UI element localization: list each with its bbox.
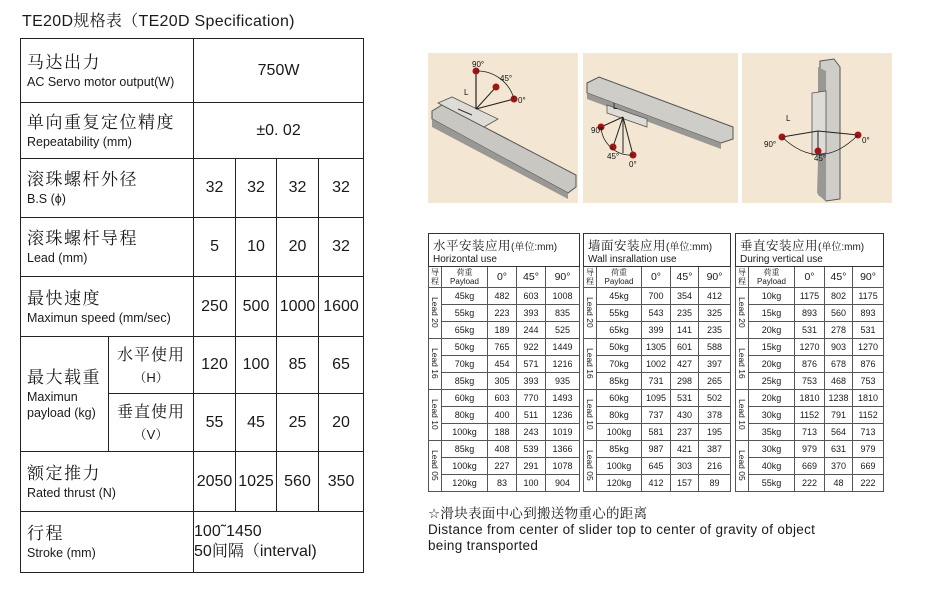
lead-value: 5 xyxy=(194,218,236,277)
w-length-label: L xyxy=(613,102,618,111)
distance-cell: 531 xyxy=(795,322,825,339)
distance-cell: 987 xyxy=(642,441,671,458)
w-angle-90: 90° xyxy=(591,126,604,135)
distance-cell: 1270 xyxy=(795,339,825,356)
distance-cell: 400 xyxy=(488,407,517,424)
angle-column-header: 90° xyxy=(853,267,884,288)
distance-cell: 543 xyxy=(642,305,671,322)
payload-cell: 40kg xyxy=(749,458,795,475)
distance-cell: 397 xyxy=(699,356,731,373)
distance-cell: 1152 xyxy=(853,407,884,424)
speed-label: 最快速度 Maximun speed (mm/sec) xyxy=(21,277,194,337)
payload-cell: 55kg xyxy=(442,305,488,322)
table-row xyxy=(584,475,731,492)
horizontal-mount-svg xyxy=(428,53,578,203)
payload-horizontal-value: 65 xyxy=(319,337,364,394)
table-row xyxy=(429,356,580,373)
stroke-label: 行程 Stroke (mm) xyxy=(21,512,194,573)
payload-horizontal-value: 120 xyxy=(194,337,236,394)
table-row xyxy=(584,288,731,305)
table-row xyxy=(736,424,884,441)
payload-cell: 80kg xyxy=(442,407,488,424)
distance-cell: 482 xyxy=(488,288,517,305)
distance-cell: 393 xyxy=(517,305,546,322)
distance-cell: 876 xyxy=(853,356,884,373)
payload-column-header: 荷重 Payload xyxy=(442,267,488,288)
distance-cell: 235 xyxy=(671,305,699,322)
distance-cell: 223 xyxy=(488,305,517,322)
payload-cell: 50kg xyxy=(597,339,642,356)
distance-cell: 603 xyxy=(517,288,546,305)
distance-cell: 753 xyxy=(795,373,825,390)
payload-vertical-value: 45 xyxy=(236,394,277,452)
lead-group-label: Lead 20 xyxy=(584,288,597,339)
payload-cell: 45kg xyxy=(442,288,488,305)
distance-cell: 216 xyxy=(699,458,731,475)
lead-group-label: Lead 05 xyxy=(584,441,597,492)
table-row xyxy=(429,458,580,475)
table-row xyxy=(429,305,580,322)
lead-group-label: Lead 05 xyxy=(429,441,442,492)
table-row xyxy=(584,424,731,441)
distance-cell: 753 xyxy=(853,373,884,390)
ballscrew-value: 32 xyxy=(236,159,277,218)
spec-row-repeatability xyxy=(21,103,364,159)
table-row xyxy=(429,424,580,441)
payload-cell: 20kg xyxy=(749,356,795,373)
speed-value: 250 xyxy=(194,277,236,337)
payload-cell: 20kg xyxy=(749,322,795,339)
table-row xyxy=(429,373,580,390)
table-row xyxy=(736,407,884,424)
distance-cell: 1216 xyxy=(546,356,580,373)
distance-cell: 765 xyxy=(488,339,517,356)
payload-cell: 55kg xyxy=(749,475,795,492)
spec-row-speed xyxy=(21,277,364,337)
distance-cell: 893 xyxy=(795,305,825,322)
distance-cell: 1238 xyxy=(825,390,853,407)
stroke-value: 100˜1450 50间隔（interval) xyxy=(194,512,364,573)
table-row xyxy=(584,390,731,407)
payload-horizontal-value: 100 xyxy=(236,337,277,394)
lead-group-label: Lead 16 xyxy=(584,339,597,390)
table-row xyxy=(429,322,580,339)
table-row xyxy=(584,458,731,475)
distance-cell: 1449 xyxy=(546,339,580,356)
payload-cell: 35kg xyxy=(749,424,795,441)
payload-column-header: 荷重 Payload xyxy=(749,267,795,288)
gravity-note: ☆滑块表面中心到搬送物重心的距离 Distance from center of slider top to center of gravity of object being transported xyxy=(428,506,816,553)
h-angle-0: 0° xyxy=(518,96,526,105)
page-title: TE20D规格表（TE20D Specification) xyxy=(22,13,295,30)
distance-cell: 378 xyxy=(699,407,731,424)
distance-cell: 737 xyxy=(642,407,671,424)
distance-cell: 935 xyxy=(546,373,580,390)
table-row xyxy=(736,373,884,390)
thrust-value: 2050 xyxy=(194,452,236,512)
load-table-title: 墙面安装应用(单位:mm) Wall insrallation use xyxy=(584,234,731,267)
distance-cell: 603 xyxy=(488,390,517,407)
distance-cell: 291 xyxy=(517,458,546,475)
spec-row-stroke xyxy=(21,512,364,573)
distance-cell: 922 xyxy=(517,339,546,356)
payload-label: 最大载重 Maximun payload (kg) xyxy=(21,337,109,452)
payload-cell: 85kg xyxy=(597,441,642,458)
distance-cell: 531 xyxy=(853,322,884,339)
table-row xyxy=(736,390,884,407)
payload-cell: 25kg xyxy=(749,373,795,390)
lead-label: 滚珠螺杆导程 Lead (mm) xyxy=(21,218,194,277)
distance-cell: 430 xyxy=(671,407,699,424)
load-table-header xyxy=(736,234,884,267)
distance-cell: 243 xyxy=(517,424,546,441)
distance-cell: 222 xyxy=(795,475,825,492)
distance-cell: 531 xyxy=(671,390,699,407)
distance-cell: 713 xyxy=(853,424,884,441)
load-table-header xyxy=(584,234,731,267)
v-angle-0: 0° xyxy=(862,136,870,145)
table-row xyxy=(429,475,580,492)
payload-cell: 30kg xyxy=(749,407,795,424)
payload-cell: 85kg xyxy=(442,373,488,390)
ballscrew-value: 32 xyxy=(319,159,364,218)
distance-cell: 244 xyxy=(517,322,546,339)
payload-cell: 45kg xyxy=(597,288,642,305)
payload-cell: 10kg xyxy=(749,288,795,305)
spec-table xyxy=(20,38,364,573)
distance-cell: 571 xyxy=(517,356,546,373)
distance-cell: 979 xyxy=(853,441,884,458)
wall-mount-svg xyxy=(583,53,738,203)
distance-cell: 399 xyxy=(642,322,671,339)
distance-cell: 511 xyxy=(517,407,546,424)
distance-cell: 188 xyxy=(488,424,517,441)
lead-group-label: Lead 20 xyxy=(429,288,442,339)
lead-group-label: Lead 10 xyxy=(584,390,597,441)
distance-cell: 235 xyxy=(699,322,731,339)
payload-cell: 15kg xyxy=(749,305,795,322)
angle-column-header: 90° xyxy=(546,267,580,288)
payload-cell: 50kg xyxy=(442,339,488,356)
payload-cell: 65kg xyxy=(597,322,642,339)
ballscrew-value: 32 xyxy=(277,159,319,218)
payload-vertical-value: 55 xyxy=(194,394,236,452)
distance-cell: 525 xyxy=(546,322,580,339)
payload-cell: 120kg xyxy=(597,475,642,492)
v-angle-45: 45° xyxy=(814,154,827,163)
thrust-value: 560 xyxy=(277,452,319,512)
distance-cell: 1095 xyxy=(642,390,671,407)
distance-cell: 370 xyxy=(825,458,853,475)
wall-mount-diagram xyxy=(583,53,738,203)
distance-cell: 265 xyxy=(699,373,731,390)
lead-group-label: Lead 16 xyxy=(429,339,442,390)
lead-group-label: Lead 05 xyxy=(736,441,749,492)
ballscrew-label: 滚珠螺杆外径 B.S (ϕ) xyxy=(21,159,194,218)
distance-cell: 713 xyxy=(795,424,825,441)
table-row xyxy=(736,458,884,475)
payload-horizontal-value: 85 xyxy=(277,337,319,394)
lead-value: 10 xyxy=(236,218,277,277)
h-angle-90: 90° xyxy=(472,60,485,69)
lead-column-header: 导程 xyxy=(584,267,597,288)
payload-cell: 60kg xyxy=(597,390,642,407)
distance-cell: 1019 xyxy=(546,424,580,441)
table-row xyxy=(584,441,731,458)
lead-group-label: Lead 16 xyxy=(736,339,749,390)
spec-row-motor xyxy=(21,39,364,103)
angle-column-header: 45° xyxy=(671,267,699,288)
load-table-header xyxy=(429,234,580,267)
distance-cell: 979 xyxy=(795,441,825,458)
distance-cell: 141 xyxy=(671,322,699,339)
distance-cell: 222 xyxy=(853,475,884,492)
distance-cell: 770 xyxy=(517,390,546,407)
distance-cell: 731 xyxy=(642,373,671,390)
load-table-wall xyxy=(583,233,731,492)
speed-value: 1600 xyxy=(319,277,364,337)
distance-cell: 393 xyxy=(517,373,546,390)
distance-cell: 835 xyxy=(546,305,580,322)
payload-cell: 60kg xyxy=(442,390,488,407)
motor-label: 马达出力 AC Servo motor output(W) xyxy=(21,39,194,103)
distance-cell: 678 xyxy=(825,356,853,373)
vertical-mount-svg xyxy=(742,53,892,203)
distance-cell: 195 xyxy=(699,424,731,441)
table-row xyxy=(736,288,884,305)
distance-cell: 1810 xyxy=(795,390,825,407)
table-row xyxy=(429,288,580,305)
distance-cell: 83 xyxy=(488,475,517,492)
distance-cell: 1270 xyxy=(853,339,884,356)
vertical-mount-diagram xyxy=(742,53,892,203)
payload-cell: 80kg xyxy=(597,407,642,424)
distance-cell: 427 xyxy=(671,356,699,373)
distance-cell: 1493 xyxy=(546,390,580,407)
payload-vertical-value: 20 xyxy=(319,394,364,452)
thrust-value: 350 xyxy=(319,452,364,512)
repeatability-value: ±0. 02 xyxy=(194,103,364,159)
payload-cell: 120kg xyxy=(442,475,488,492)
distance-cell: 157 xyxy=(671,475,699,492)
angle-column-header: 45° xyxy=(517,267,546,288)
load-table-vertical xyxy=(735,233,884,492)
payload-vertical-label: 垂直使用 （V） xyxy=(109,394,194,452)
payload-cell: 20kg xyxy=(749,390,795,407)
table-row xyxy=(584,407,731,424)
table-row xyxy=(429,390,580,407)
payload-cell: 100kg xyxy=(442,424,488,441)
angle-column-header: 0° xyxy=(488,267,517,288)
w-angle-45: 45° xyxy=(607,152,620,161)
distance-cell: 1305 xyxy=(642,339,671,356)
distance-cell: 631 xyxy=(825,441,853,458)
distance-cell: 560 xyxy=(825,305,853,322)
distance-cell: 1366 xyxy=(546,441,580,458)
payload-cell: 100kg xyxy=(442,458,488,475)
distance-cell: 421 xyxy=(671,441,699,458)
distance-cell: 802 xyxy=(825,288,853,305)
payload-vertical-value: 25 xyxy=(277,394,319,452)
distance-cell: 298 xyxy=(671,373,699,390)
lead-column-header: 导程 xyxy=(736,267,749,288)
table-row xyxy=(584,322,731,339)
payload-column-header: 荷重 Payload xyxy=(597,267,642,288)
distance-cell: 468 xyxy=(825,373,853,390)
table-row xyxy=(736,475,884,492)
table-row xyxy=(584,339,731,356)
lead-group-label: Lead 10 xyxy=(736,390,749,441)
distance-cell: 1008 xyxy=(546,288,580,305)
distance-cell: 1236 xyxy=(546,407,580,424)
distance-cell: 539 xyxy=(517,441,546,458)
load-table-column-header xyxy=(736,267,884,288)
table-row xyxy=(584,356,731,373)
load-table-title: 水平安装应用(单位:mm) Horizontal use xyxy=(429,234,580,267)
lead-value: 20 xyxy=(277,218,319,277)
spec-row-ballscrew xyxy=(21,159,364,218)
payload-cell: 55kg xyxy=(597,305,642,322)
spec-row-thrust xyxy=(21,452,364,512)
table-row xyxy=(736,339,884,356)
distance-cell: 601 xyxy=(671,339,699,356)
load-table-column-header xyxy=(429,267,580,288)
load-table-title: 垂直安装应用(单位:mm) During vertical use xyxy=(736,234,884,267)
thrust-value: 1025 xyxy=(236,452,277,512)
w-angle-0: 0° xyxy=(629,160,637,169)
payload-cell: 15kg xyxy=(749,339,795,356)
distance-cell: 278 xyxy=(825,322,853,339)
distance-cell: 502 xyxy=(699,390,731,407)
payload-cell: 100kg xyxy=(597,424,642,441)
motor-value: 750W xyxy=(194,39,364,103)
lead-value: 32 xyxy=(319,218,364,277)
table-row xyxy=(736,305,884,322)
distance-cell: 1810 xyxy=(853,390,884,407)
distance-cell: 1002 xyxy=(642,356,671,373)
speed-value: 1000 xyxy=(277,277,319,337)
payload-cell: 70kg xyxy=(442,356,488,373)
payload-cell: 30kg xyxy=(749,441,795,458)
angle-column-header: 0° xyxy=(642,267,671,288)
distance-cell: 791 xyxy=(825,407,853,424)
distance-cell: 564 xyxy=(825,424,853,441)
table-row xyxy=(736,356,884,373)
table-row xyxy=(429,339,580,356)
distance-cell: 354 xyxy=(671,288,699,305)
payload-cell: 85kg xyxy=(597,373,642,390)
distance-cell: 1175 xyxy=(795,288,825,305)
payload-horizontal-label: 水平使用 （H） xyxy=(109,337,194,394)
distance-cell: 700 xyxy=(642,288,671,305)
angle-column-header: 45° xyxy=(825,267,853,288)
distance-cell: 305 xyxy=(488,373,517,390)
distance-cell: 1175 xyxy=(853,288,884,305)
distance-cell: 303 xyxy=(671,458,699,475)
distance-cell: 903 xyxy=(825,339,853,356)
v-angle-90: 90° xyxy=(764,140,777,149)
distance-cell: 893 xyxy=(853,305,884,322)
payload-cell: 100kg xyxy=(597,458,642,475)
distance-cell: 227 xyxy=(488,458,517,475)
angle-column-header: 90° xyxy=(699,267,731,288)
angle-column-header: 0° xyxy=(795,267,825,288)
spec-row-payload-h xyxy=(21,337,364,394)
lead-column-header: 导程 xyxy=(429,267,442,288)
payload-cell: 85kg xyxy=(442,441,488,458)
distance-cell: 454 xyxy=(488,356,517,373)
lead-group-label: Lead 20 xyxy=(736,288,749,339)
distance-cell: 412 xyxy=(642,475,671,492)
distance-cell: 387 xyxy=(699,441,731,458)
table-row xyxy=(584,305,731,322)
distance-cell: 48 xyxy=(825,475,853,492)
distance-cell: 581 xyxy=(642,424,671,441)
payload-cell: 65kg xyxy=(442,322,488,339)
load-table-column-header xyxy=(584,267,731,288)
distance-cell: 588 xyxy=(699,339,731,356)
table-row xyxy=(584,373,731,390)
distance-cell: 408 xyxy=(488,441,517,458)
distance-cell: 1152 xyxy=(795,407,825,424)
distance-cell: 237 xyxy=(671,424,699,441)
ballscrew-value: 32 xyxy=(194,159,236,218)
distance-cell: 1078 xyxy=(546,458,580,475)
h-length-label: L xyxy=(464,88,469,97)
load-table-horizontal xyxy=(428,233,580,492)
horizontal-mount-diagram xyxy=(428,53,578,203)
distance-cell: 876 xyxy=(795,356,825,373)
lead-group-label: Lead 10 xyxy=(429,390,442,441)
distance-cell: 325 xyxy=(699,305,731,322)
spec-row-lead xyxy=(21,218,364,277)
distance-cell: 669 xyxy=(795,458,825,475)
distance-cell: 669 xyxy=(853,458,884,475)
table-row xyxy=(429,407,580,424)
distance-cell: 412 xyxy=(699,288,731,305)
thrust-label: 额定推力 Rated thrust (N) xyxy=(21,452,194,512)
distance-cell: 645 xyxy=(642,458,671,475)
h-angle-45: 45° xyxy=(500,74,513,83)
distance-cell: 189 xyxy=(488,322,517,339)
table-row xyxy=(736,322,884,339)
table-row xyxy=(736,441,884,458)
repeatability-label: 单向重复定位精度 Repeatability (mm) xyxy=(21,103,194,159)
distance-cell: 89 xyxy=(699,475,731,492)
v-length-label: L xyxy=(786,114,791,123)
distance-cell: 904 xyxy=(546,475,580,492)
table-row xyxy=(429,441,580,458)
distance-cell: 100 xyxy=(517,475,546,492)
payload-cell: 70kg xyxy=(597,356,642,373)
speed-value: 500 xyxy=(236,277,277,337)
